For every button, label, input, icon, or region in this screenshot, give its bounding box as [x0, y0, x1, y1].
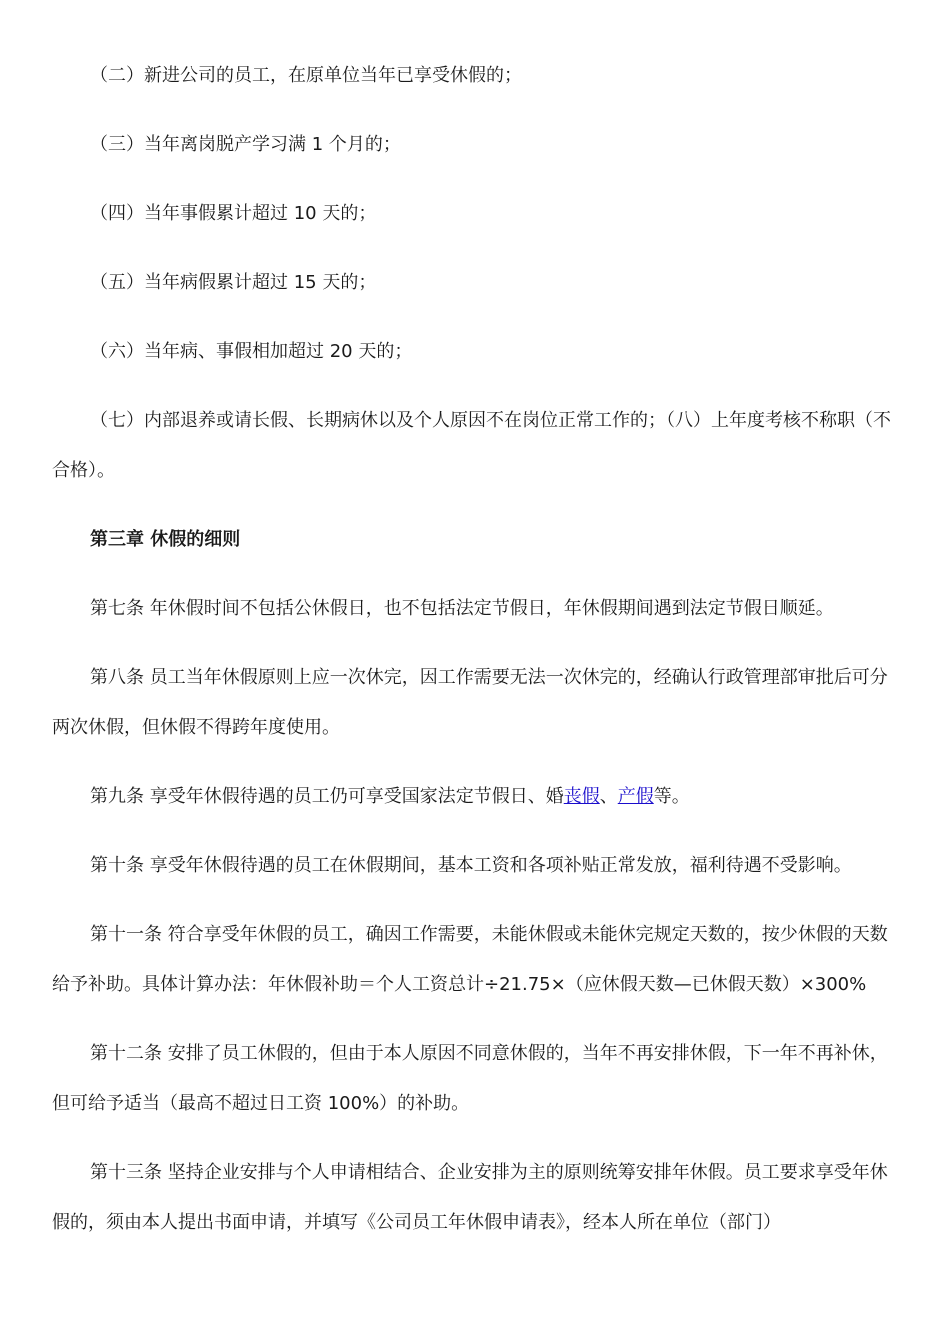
article-7: 第七条 年休假时间不包括公休假日，也不包括法定节假日，年休假期间遇到法定节假日顺延。 — [90, 598, 834, 619]
funeral-leave-link[interactable]: 丧假 — [563, 786, 600, 807]
article-12: 第十二条 安排了员工休假的，但由于本人原因不同意休假的，当年不再安排休假，下一年不再补休，但可给予适当（最高不超过日工资 100%）的补助。 — [52, 1043, 888, 1114]
item-5: （五）当年病假累计超过 15 天的； — [90, 272, 377, 293]
article-8: 第八条 员工当年休假原则上应一次休完，因工作需要无法一次休完的，经确认行政管理部审批后可分两次休假，但休假不得跨年度使用。 — [52, 667, 888, 738]
chapter-heading: 第三章 休假的细则 — [90, 529, 241, 550]
item-6: （六）当年病、事假相加超过 20 天的； — [90, 341, 413, 362]
article-9 — [52, 772, 898, 822]
article-9-separator: 、 — [599, 786, 618, 807]
article-9-suffix: 等。 — [653, 786, 690, 807]
article-13: 第十三条 坚持企业安排与个人申请相结合、企业安排为主的原则统筹安排年休假。员工要求享受年休假的，须由本人提出书面申请，并填写《公司员工年休假申请表》，经本人所在单位（部门） — [52, 1162, 888, 1233]
item-2: （二）新进公司的员工，在原单位当年已享受休假的； — [90, 65, 522, 86]
maternity-leave-link[interactable]: 产假 — [617, 786, 654, 807]
article-11: 第十一条 符合享受年休假的员工，确因工作需要，未能休假或未能休完规定天数的，按少休假的天数给予补助。具体计算办法：年休假补助＝个人工资总计÷21.75×（应休假天数—已休假天数）×300% — [52, 924, 888, 995]
article-10: 第十条 享受年休假待遇的员工在休假期间，基本工资和各项补贴正常发放，福利待遇不受影响。 — [90, 855, 852, 876]
item-7-8: （七）内部退养或请长假、长期病休以及个人原因不在岗位正常工作的；（八）上年度考核不称职（不合格）。 — [52, 410, 891, 481]
item-3: （三）当年离岗脱产学习满 1 个月的； — [90, 134, 401, 155]
document-page — [52, 0, 898, 1267]
item-4: （四）当年事假累计超过 10 天的； — [90, 203, 377, 224]
article-9-prefix: 第九条 享受年休假待遇的员工仍可享受国家法定节假日、婚 — [90, 786, 564, 807]
